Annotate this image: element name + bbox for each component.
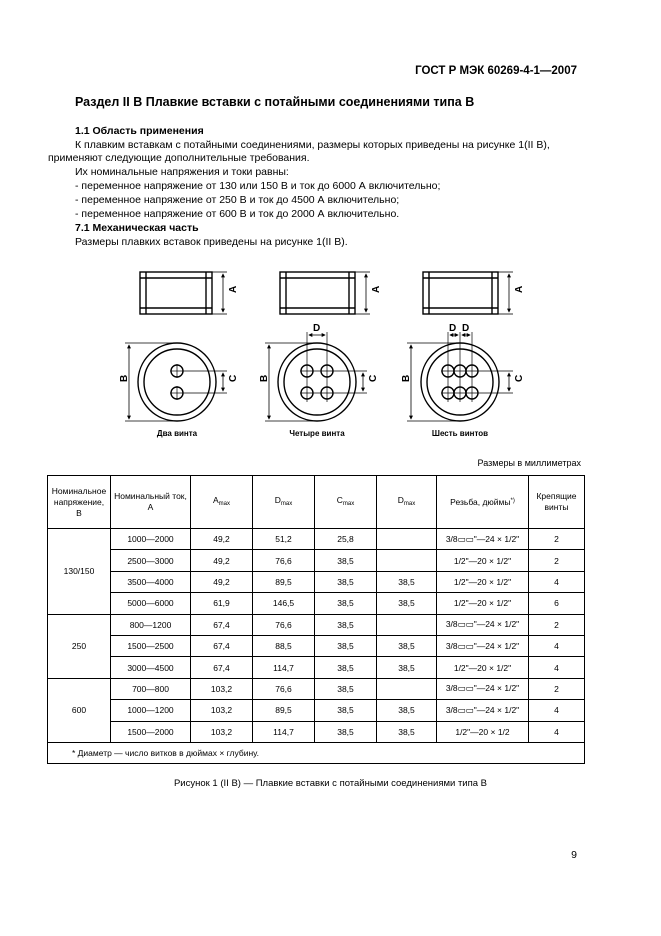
table-row (48, 657, 585, 678)
cell-d: 76,6 (253, 550, 315, 571)
cell-thread: 3/8▭▭"—24 × 1/2" (437, 529, 529, 550)
section-title: Раздел II B Плавкие вставки с потайными соединениями типа B (75, 95, 475, 109)
units-note: Размеры в миллиметрах (477, 458, 581, 468)
table-row (48, 571, 585, 592)
cell-current: 1000—2000 (111, 529, 191, 550)
top-view-four-screws (278, 332, 356, 421)
cell-dd: 38,5 (377, 571, 437, 592)
bullet-item: - переменное напряжение от 600 В и ток до 2000 А включительно. (75, 208, 400, 220)
cell-d: 51,2 (253, 529, 315, 550)
cell-thread: 3/8▭▭"—24 × 1/2" (437, 700, 529, 721)
cell-c: 38,5 (315, 657, 377, 678)
header-voltage: Номинальное напряжение, В (48, 476, 111, 529)
cell-screws: 2 (529, 678, 585, 699)
paragraph-scope: К плавким вставкам с потайными соединениями, размеры которых приведены на рисунке 1(II B), (75, 139, 550, 151)
cell-screws: 4 (529, 635, 585, 656)
cell-thread: 1/2"—20 × 1/2" (437, 657, 529, 678)
table-body (48, 529, 585, 764)
cell-dd (377, 550, 437, 571)
cell-dd: 38,5 (377, 593, 437, 614)
cell-d: 76,6 (253, 678, 315, 699)
fuse-drawings (85, 262, 560, 442)
cell-current: 1500—2500 (111, 635, 191, 656)
cell-screws: 2 (529, 614, 585, 635)
cell-current: 2500—3000 (111, 550, 191, 571)
cell-dd: 38,5 (377, 657, 437, 678)
cell-d: 146,5 (253, 593, 315, 614)
cell-dd (377, 529, 437, 550)
cell-a: 67,4 (191, 635, 253, 656)
cell-dd: 38,5 (377, 700, 437, 721)
cell-a: 49,2 (191, 550, 253, 571)
dim-label-b: B (259, 374, 270, 382)
table-row (48, 721, 585, 742)
cell-voltage: 130/150 (48, 529, 111, 615)
cell-thread: 1/2"—20 × 1/2 (437, 721, 529, 742)
paragraph-ratings: Их номинальные напряжения и токи равны: (75, 166, 289, 178)
cell-a: 49,2 (191, 529, 253, 550)
cell-d: 114,7 (253, 657, 315, 678)
cell-screws: 4 (529, 721, 585, 742)
drawing-caption: Два винта (156, 429, 198, 438)
bullet-item: - переменное напряжение от 250 В и ток до 4500 А включительно; (75, 194, 400, 206)
paragraph-scope-cont: применяют следующие дополнительные требования. (48, 152, 310, 164)
cell-dd (377, 614, 437, 635)
dim-label-b: B (401, 374, 412, 382)
table-footnote: * Диаметр — число витков в дюймах × глубину. (48, 742, 585, 763)
cell-d: 76,6 (253, 614, 315, 635)
cell-current: 700—800 (111, 678, 191, 699)
header-screws: Крепящие винты (529, 476, 585, 529)
figure-caption: Рисунок 1 (II B) — Плавкие вставки с потайными соединениями типа B (173, 778, 488, 789)
side-view-four-screws (280, 272, 355, 314)
header-c-max: $C_{max}$ (315, 476, 377, 529)
cell-c: 38,5 (315, 721, 377, 742)
cell-voltage: 600 (48, 678, 111, 742)
table-row (48, 635, 585, 656)
header-d-max: $D_{max}$ (253, 476, 315, 529)
cell-thread: 3/8▭▭"—24 × 1/2" (437, 635, 529, 656)
header-current: Номинальный ток, А (111, 476, 191, 529)
cell-dd (377, 678, 437, 699)
cell-screws: 4 (529, 700, 585, 721)
dim-label-a: A (514, 285, 525, 293)
cell-dd: 38,5 (377, 721, 437, 742)
cell-voltage: 250 (48, 614, 111, 678)
cell-c: 38,5 (315, 571, 377, 592)
cell-thread: 1/2"—20 × 1/2" (437, 593, 529, 614)
cell-a: 61,9 (191, 593, 253, 614)
cell-thread: 1/2"—20 × 1/2" (437, 550, 529, 571)
cell-a: 67,4 (191, 614, 253, 635)
cell-current: 800—1200 (111, 614, 191, 635)
cell-c: 38,5 (315, 700, 377, 721)
cell-current: 1500—2000 (111, 721, 191, 742)
dimensions-table (47, 475, 585, 764)
drawing-caption: Шесть винтов (431, 429, 489, 438)
cell-current: 5000—6000 (111, 593, 191, 614)
cell-thread: 1/2"—20 × 1/2" (437, 571, 529, 592)
drawing-caption: Четыре винта (289, 429, 345, 438)
header-a-max: $A_{max}$ (191, 476, 253, 529)
cell-current: 3500—4000 (111, 571, 191, 592)
header-thread: Резьба, дюймы*) (437, 476, 529, 529)
table-row (48, 593, 585, 614)
top-view-six-screws (421, 332, 499, 421)
document-code: ГОСТ Р МЭК 60269-4-1—2007 (415, 65, 577, 77)
cell-d: 88,5 (253, 635, 315, 656)
bullet-item: - переменное напряжение от 130 или 150 В и ток до 6000 А включительно; (75, 180, 441, 192)
cell-screws: 4 (529, 571, 585, 592)
dim-label-a: A (228, 285, 239, 293)
table-footnote-row (48, 742, 585, 763)
top-view-two-screws (138, 343, 216, 421)
cell-a: 103,2 (191, 721, 253, 742)
cell-thread: 3/8▭▭"—24 × 1/2" (437, 678, 529, 699)
cell-c: 38,5 (315, 593, 377, 614)
dim-label-a: A (371, 285, 382, 293)
cell-current: 3000—4500 (111, 657, 191, 678)
cell-screws: 2 (529, 550, 585, 571)
page-number: 9 (571, 849, 577, 861)
dim-label-d: D (449, 323, 457, 334)
table-row (48, 678, 585, 699)
dim-label-d: D (313, 323, 321, 334)
table-row (48, 550, 585, 571)
table-row (48, 614, 585, 635)
cell-current: 1000—1200 (111, 700, 191, 721)
cell-a: 103,2 (191, 700, 253, 721)
cell-dd: 38,5 (377, 635, 437, 656)
cell-a: 49,2 (191, 571, 253, 592)
table-row (48, 700, 585, 721)
header-d-max-2: $D_{max}$ (377, 476, 437, 529)
cell-d: 114,7 (253, 721, 315, 742)
side-view-two-screws (140, 272, 212, 314)
cell-c: 38,5 (315, 678, 377, 699)
table-row (48, 529, 585, 550)
dim-label-b: B (119, 374, 130, 382)
paragraph-dimensions: Размеры плавких вставок приведены на рисунке 1(II B). (75, 236, 348, 248)
cell-d: 89,5 (253, 571, 315, 592)
subsection-heading-scope: 1.1 Область применения (75, 125, 204, 137)
cell-screws: 2 (529, 529, 585, 550)
dim-label-d: D (462, 323, 470, 334)
cell-a: 67,4 (191, 657, 253, 678)
cell-c: 38,5 (315, 550, 377, 571)
cell-c: 25,8 (315, 529, 377, 550)
cell-screws: 4 (529, 657, 585, 678)
cell-thread: 3/8▭▭"—24 × 1/2" (437, 614, 529, 635)
dim-label-c: C (228, 374, 239, 382)
dim-label-c: C (514, 374, 525, 382)
dim-label-c: C (368, 374, 379, 382)
cell-d: 89,5 (253, 700, 315, 721)
side-view-six-screws (423, 272, 498, 314)
cell-c: 38,5 (315, 635, 377, 656)
cell-c: 38,5 (315, 614, 377, 635)
cell-screws: 6 (529, 593, 585, 614)
cell-a: 103,2 (191, 678, 253, 699)
subsection-heading-mechanical: 7.1 Механическая часть (75, 222, 199, 234)
